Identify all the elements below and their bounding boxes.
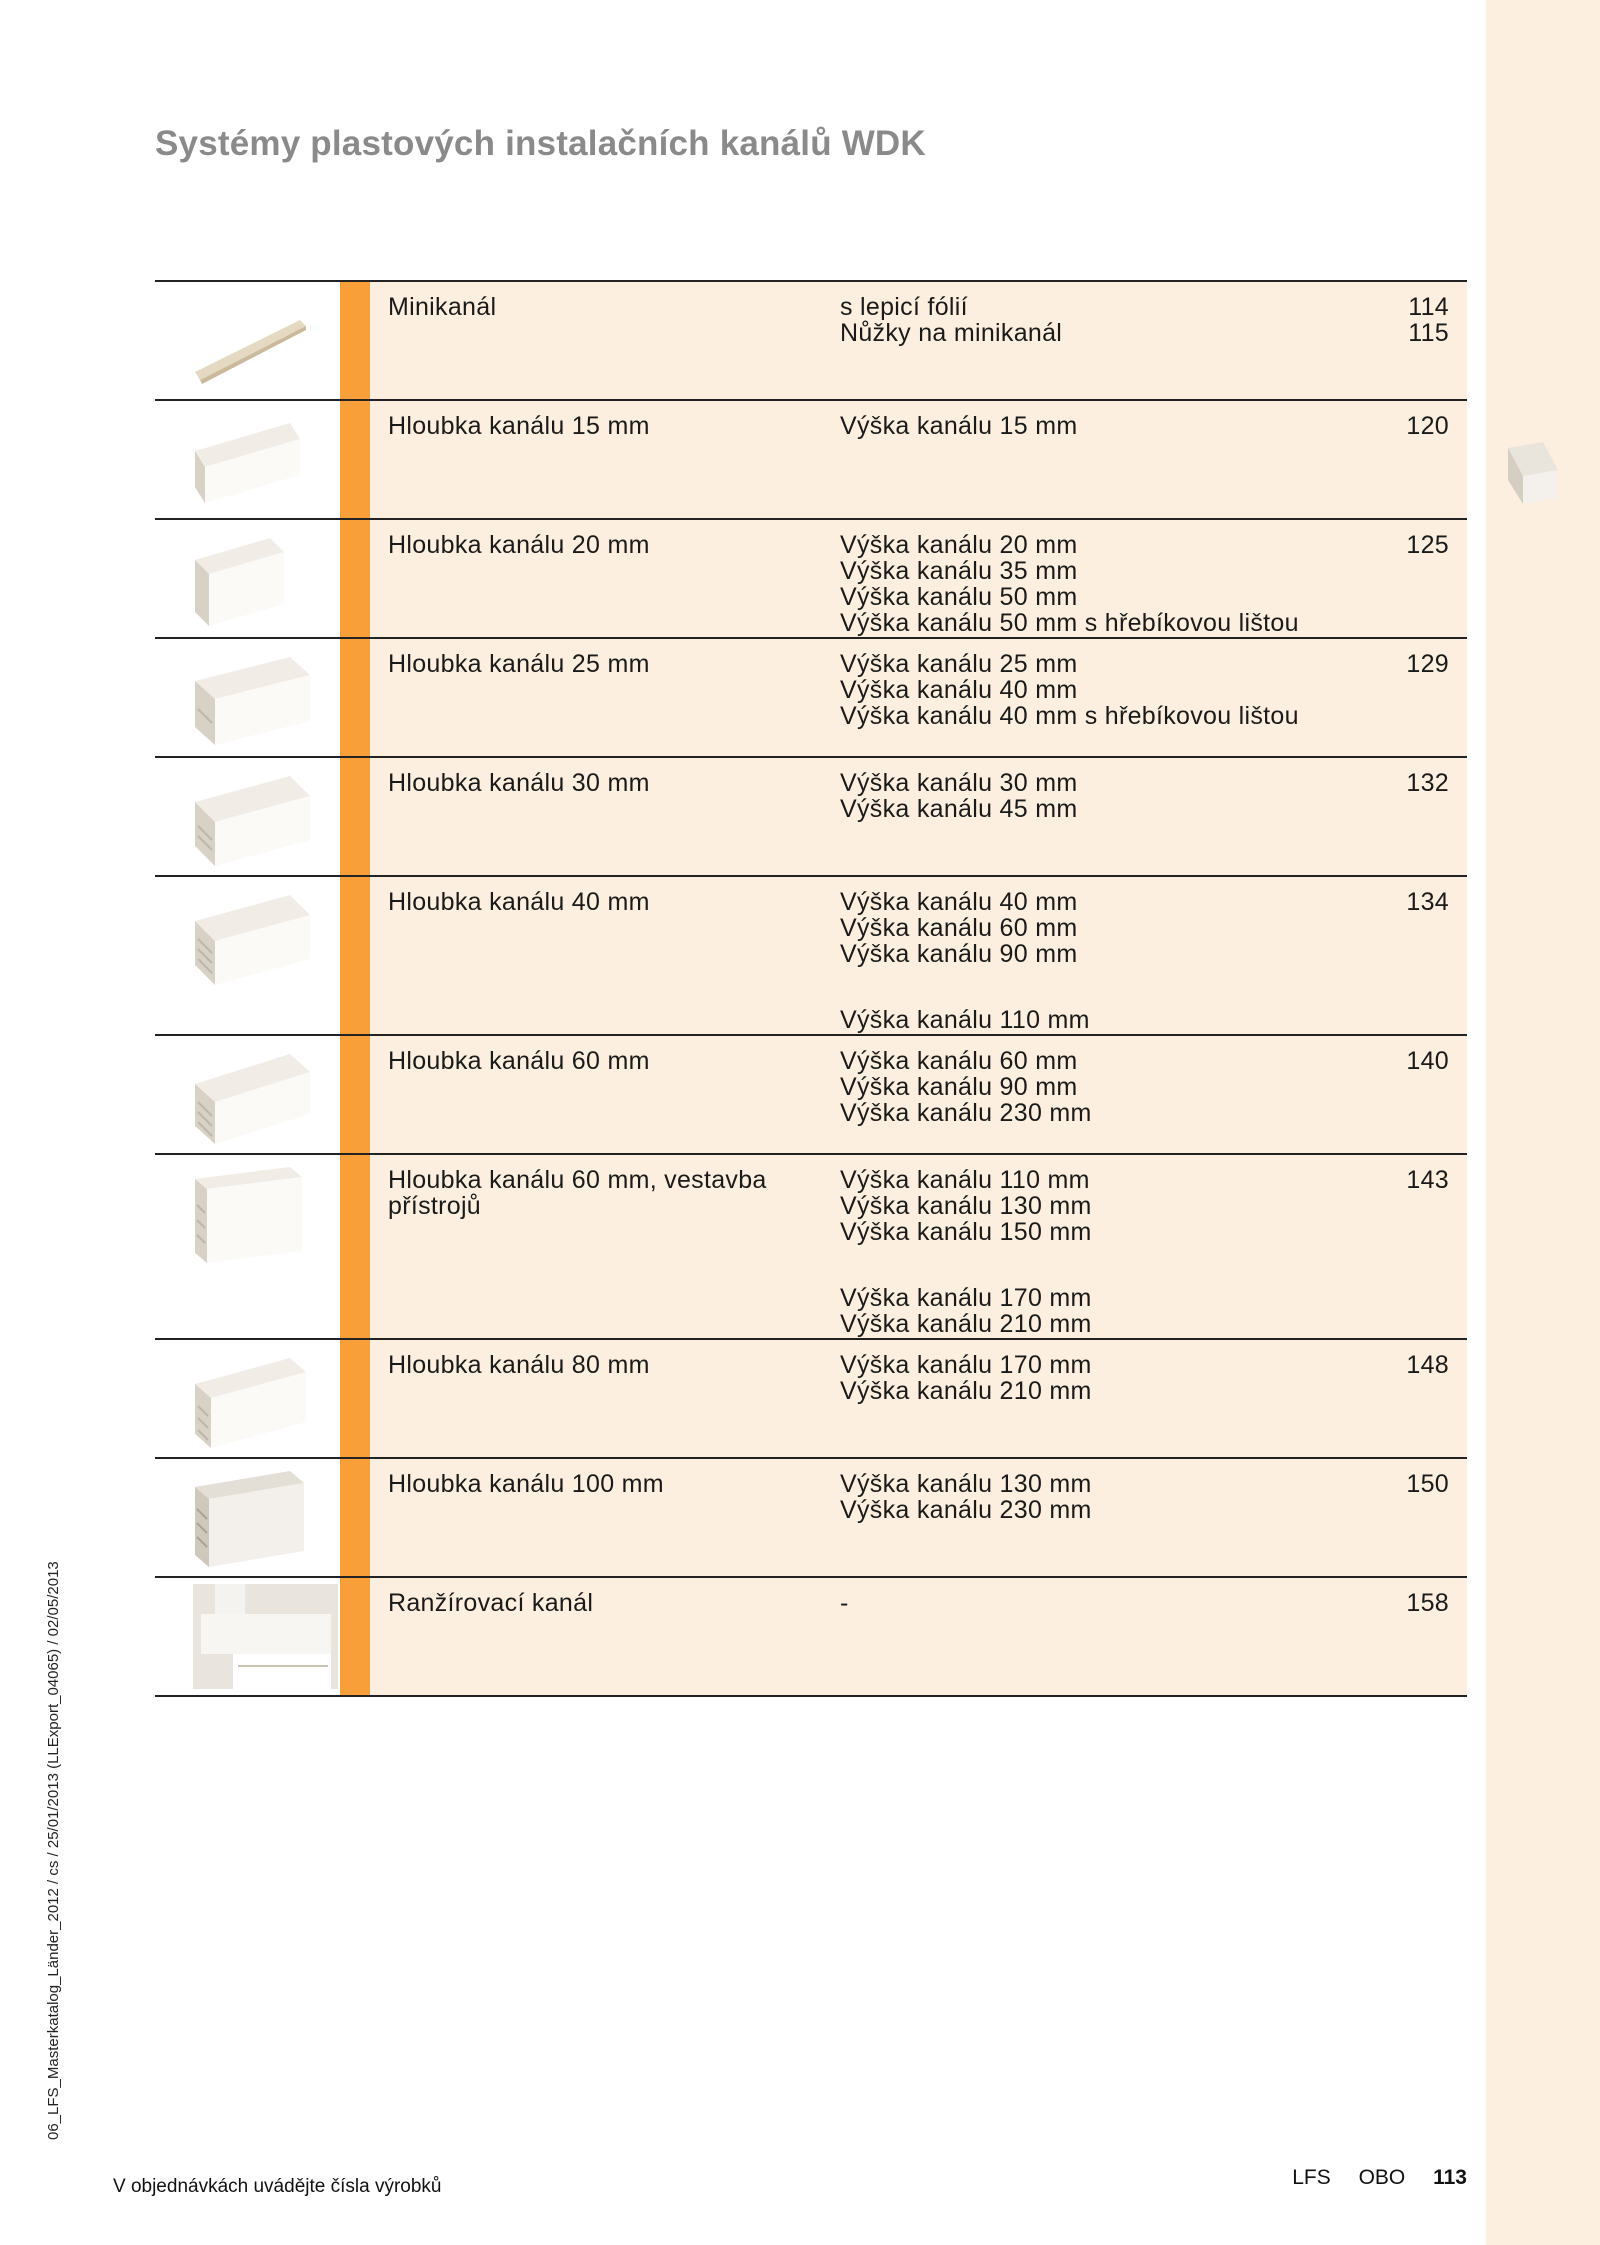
product-name: Hloubka kanálu 80 mm [388, 1351, 650, 1379]
product-image [155, 877, 340, 1034]
accent-bar [340, 1578, 370, 1695]
product-image [155, 758, 340, 875]
variant-label: - [840, 1589, 849, 1617]
variant-label: Nůžky na minikanál [840, 319, 1063, 347]
page-reference[interactable]: 150 [1406, 1470, 1449, 1498]
product-name: Hloubka kanálu 30 mm [388, 769, 650, 797]
product-name: Hloubka kanálu 25 mm [388, 650, 650, 678]
footer-note: V objednávkách uvádějte čísla výrobků [113, 2176, 442, 2197]
variant-label: Výška kanálu 50 mm [840, 583, 1078, 611]
variant-label: Výška kanálu 90 mm [840, 940, 1078, 968]
table-row[interactable] [155, 1578, 1467, 1697]
variant-label: Výška kanálu 60 mm [840, 914, 1078, 942]
table-row[interactable] [155, 1459, 1467, 1578]
variant-label: Výška kanálu 15 mm [840, 412, 1078, 440]
variant-label: Výška kanálu 30 mm [840, 769, 1078, 797]
table-row[interactable] [155, 1036, 1467, 1155]
catalog-imprint: 06_LFS_Masterkatalog_Länder_2012 / cs / 25/01/2013 (LLExport_04065) / 02/05/2013 [45, 1561, 62, 2140]
product-image [155, 1036, 340, 1153]
product-name: Hloubka kanálu 100 mm [388, 1470, 664, 1498]
variant-label: Výška kanálu 20 mm [840, 531, 1078, 559]
variant-label: Výška kanálu 110 mm [840, 1006, 1090, 1034]
accent-bar [340, 1459, 370, 1576]
channel-image-icon [190, 768, 310, 868]
channel-image-icon [190, 1046, 310, 1146]
product-image [155, 520, 340, 637]
page-reference[interactable]: 129 [1406, 650, 1449, 678]
page-title: Systémy plastových instalačních kanálů WDK [155, 124, 926, 163]
table-row[interactable] [155, 1155, 1467, 1340]
channel-image-icon [190, 887, 310, 987]
product-name: Hloubka kanálu 60 mm, vestavba přístrojů [388, 1166, 767, 1220]
product-image [155, 401, 340, 518]
variant-label: Výška kanálu 35 mm [840, 557, 1078, 585]
accent-bar [340, 1036, 370, 1153]
variant-label: Výška kanálu 210 mm [840, 1377, 1092, 1405]
page-reference[interactable]: 125 [1406, 531, 1449, 559]
table-row[interactable] [155, 401, 1467, 520]
page-reference[interactable]: 114 [1408, 293, 1449, 321]
product-image [155, 1578, 340, 1695]
variant-label: Výška kanálu 210 mm [840, 1310, 1092, 1338]
variant-label: Výška kanálu 150 mm [840, 1218, 1092, 1246]
variant-label: Výška kanálu 40 mm s hřebíkovou lištou [840, 702, 1299, 730]
minichannel-image-icon [190, 292, 310, 392]
product-image [155, 1340, 340, 1457]
variant-label: Výška kanálu 130 mm [840, 1470, 1092, 1498]
channel-image-icon [190, 1469, 310, 1569]
table-row[interactable] [155, 639, 1467, 758]
channel-image-icon [190, 1165, 310, 1265]
page-reference[interactable]: 148 [1406, 1351, 1449, 1379]
accent-bar [340, 639, 370, 756]
page-reference[interactable]: 134 [1406, 888, 1449, 916]
product-name: Hloubka kanálu 20 mm [388, 531, 650, 559]
product-name: Hloubka kanálu 40 mm [388, 888, 650, 916]
variant-label: Výška kanálu 90 mm [840, 1073, 1078, 1101]
product-name: Hloubka kanálu 15 mm [388, 412, 650, 440]
page-reference[interactable]: 132 [1406, 769, 1449, 797]
variant-label: Výška kanálu 230 mm [840, 1099, 1092, 1127]
page-reference[interactable]: 115 [1408, 319, 1449, 347]
accent-bar [340, 758, 370, 875]
product-name: Hloubka kanálu 60 mm [388, 1047, 650, 1075]
page-reference[interactable]: 140 [1406, 1047, 1449, 1075]
channel-image-icon [190, 1350, 310, 1450]
product-image [155, 1459, 340, 1576]
variant-label: Výška kanálu 110 mm [840, 1166, 1090, 1194]
variant-label: Výška kanálu 45 mm [840, 795, 1078, 823]
channel-thumbnail-icon [1503, 440, 1563, 510]
accent-bar [340, 1340, 370, 1457]
product-name: Ranžírovací kanál [388, 1589, 594, 1617]
variant-label: s lepicí fólií [840, 293, 968, 321]
distribution-channel-image-icon [193, 1584, 338, 1689]
accent-bar [340, 520, 370, 637]
page-reference[interactable]: 143 [1406, 1166, 1449, 1194]
variant-label: Výška kanálu 50 mm s hřebíkovou lištou [840, 609, 1299, 637]
table-row[interactable] [155, 758, 1467, 877]
table-row[interactable] [155, 520, 1467, 639]
table-row[interactable] [155, 1340, 1467, 1459]
variant-label: Výška kanálu 130 mm [840, 1192, 1092, 1220]
channel-image-icon [190, 530, 310, 630]
table-row[interactable] [155, 282, 1467, 401]
product-image [155, 282, 340, 399]
variant-label: Výška kanálu 40 mm [840, 676, 1078, 704]
channel-image-icon [190, 411, 310, 511]
accent-bar [340, 282, 370, 399]
variant-label: Výška kanálu 170 mm [840, 1284, 1092, 1312]
variant-label: Výška kanálu 230 mm [840, 1496, 1092, 1524]
footer-brand-obo: OBO [1358, 2166, 1406, 2189]
variant-label: Výška kanálu 60 mm [840, 1047, 1078, 1075]
variant-label: Výška kanálu 40 mm [840, 888, 1078, 916]
footer-brand-lfs: LFS [1292, 2166, 1331, 2189]
table-row[interactable] [155, 877, 1467, 1036]
channel-image-icon [190, 649, 310, 749]
accent-bar [340, 1155, 370, 1338]
product-image [155, 1155, 340, 1338]
variant-label: Výška kanálu 25 mm [840, 650, 1078, 678]
accent-bar [340, 877, 370, 1034]
product-table [155, 280, 1467, 1697]
side-band [1486, 0, 1600, 2245]
page-reference[interactable]: 120 [1406, 412, 1449, 440]
page-number: 113 [1433, 2166, 1467, 2189]
variant-label: Výška kanálu 170 mm [840, 1351, 1092, 1379]
footer-brand [1270, 2166, 1467, 2190]
product-name: Minikanál [388, 293, 497, 321]
accent-bar [340, 401, 370, 518]
product-image [155, 639, 340, 756]
page-reference[interactable]: 158 [1406, 1589, 1449, 1617]
